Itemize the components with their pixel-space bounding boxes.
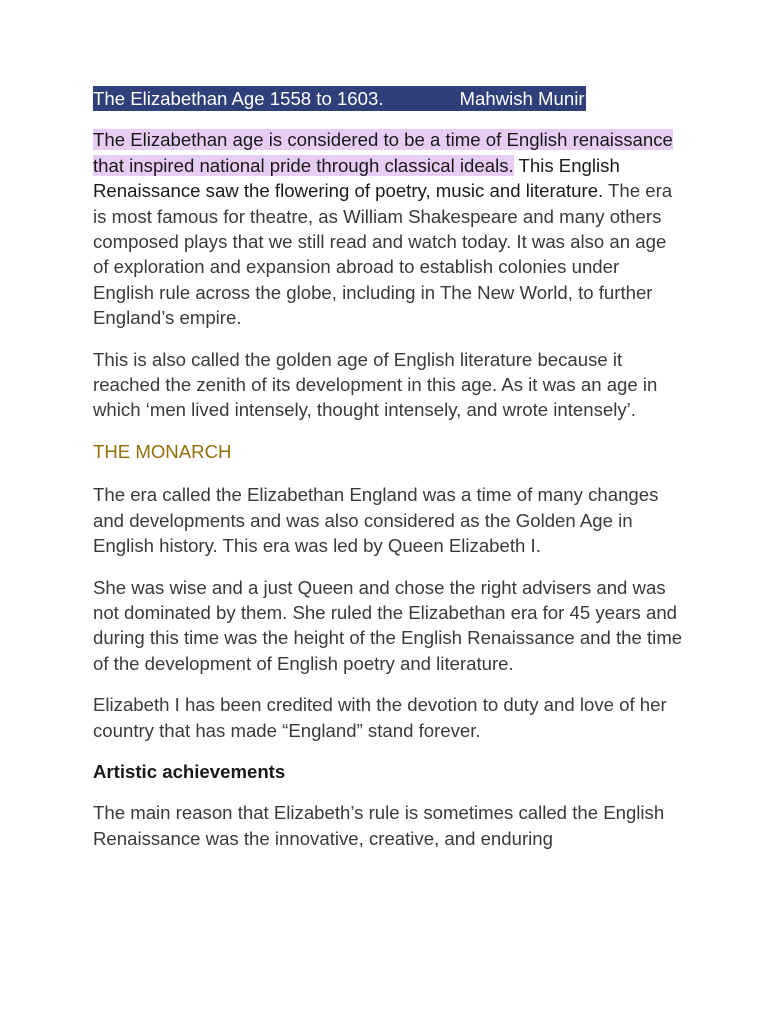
queen-paragraph: She was wise and a just Queen and chose the right advisers and was not dominated by them. She ruled the Elizabethan era for 45 years and during this time was the height of the English Renaissance and the time of the development of English poetry and literature. bbox=[93, 576, 683, 674]
monarch-heading: THE MONARCH bbox=[93, 440, 232, 462]
intro-rest: The era is most famous for theatre, as William Shakespeare and many others composed plays that we still read and watch today. It was also an age of exploration and expansion abroad to establish colonies under English rule across the globe, including in The New World, to further England’s empire. bbox=[93, 180, 673, 329]
artistic-paragraph: The main reason that Elizabeth’s rule is sometimes called the English Renaissance was the innovative, creative, and enduring bbox=[93, 802, 665, 849]
document-page bbox=[93, 86, 683, 867]
document-title-bar bbox=[93, 86, 586, 111]
document-title: The Elizabethan Age 1558 to 1603. bbox=[93, 88, 384, 109]
era-paragraph: The era called the Elizabethan England was a time of many changes and developments and was also considered as the Golden Age in English history. This era was led by Queen Elizabeth I. bbox=[93, 484, 659, 557]
intro-paragraph bbox=[93, 127, 683, 330]
golden-age-paragraph: This is also called the golden age of English literature because it reached the zenith of its development in this age. As it was an age in which ‘men lived intensely, thought intensely, and wrote intensely’. bbox=[93, 348, 658, 421]
author-name: Mahwish Munir bbox=[459, 88, 585, 109]
duty-paragraph: Elizabeth I has been credited with the devotion to duty and love of her country that has made “England” stand forever. bbox=[93, 694, 667, 741]
highlighted-sentence: The Elizabethan age is considered to be a time of English renaissance that inspired national pride through classical ideals. bbox=[93, 129, 673, 176]
artistic-heading: Artistic achievements bbox=[93, 760, 286, 782]
renaissance-sentence: This English Renaissance saw the flowering of poetry, music and literature. bbox=[93, 154, 620, 202]
